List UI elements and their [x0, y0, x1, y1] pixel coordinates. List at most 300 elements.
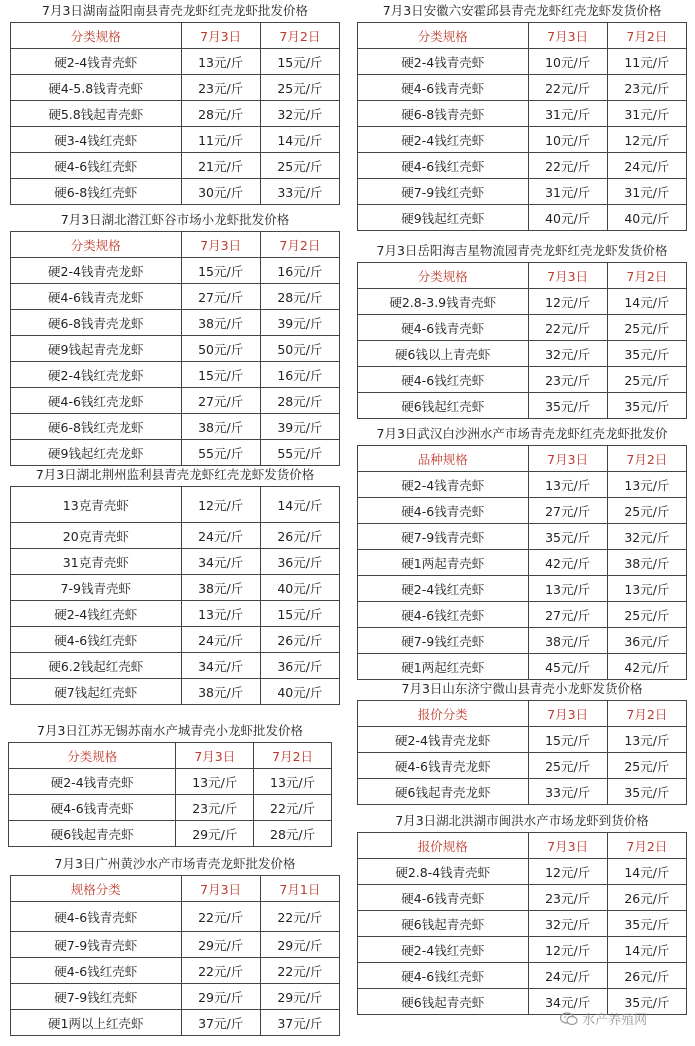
- cell-price: 10元/斤: [528, 127, 607, 153]
- price-table-yueyang-haijixing: [357, 242, 687, 419]
- table-header-row: [358, 701, 687, 727]
- cell-spec: 硬4-6钱红壳虾: [11, 627, 182, 653]
- table-header-row: [11, 876, 340, 902]
- cell-price: 40元/斤: [260, 679, 339, 705]
- table-title: 7月3日安徽六安霍邱县青壳龙虾红壳龙虾发货价格: [382, 3, 662, 18]
- table-row: [358, 524, 687, 550]
- price-table-hunan-nanxian: [10, 2, 340, 205]
- cell-price: 14元/斤: [607, 937, 686, 963]
- cell-price: 12元/斤: [528, 937, 607, 963]
- cell-price: 31元/斤: [528, 101, 607, 127]
- cell-spec: 硬4-6钱青壳虾: [11, 902, 182, 932]
- cell-price: 16元/斤: [260, 362, 339, 388]
- header-category: 规格分类: [11, 876, 182, 902]
- table-header-row: [358, 833, 687, 859]
- table-row: [11, 487, 340, 523]
- price-table: [8, 742, 332, 847]
- cell-price: 35元/斤: [607, 779, 686, 805]
- cell-spec: 硬4-5.8钱青壳虾: [11, 75, 182, 101]
- cell-spec: 硬2-4钱红壳虾: [358, 937, 529, 963]
- cell-price: 38元/斤: [607, 550, 686, 576]
- cell-price: 23元/斤: [181, 75, 260, 101]
- cell-spec: 硬2-4钱青壳虾: [11, 49, 182, 75]
- cell-spec: 硬9钱起红壳龙虾: [11, 440, 182, 466]
- table-row: [11, 127, 340, 153]
- cell-spec: 硬4-6钱青壳虾: [358, 75, 529, 101]
- cell-price: 25元/斤: [260, 75, 339, 101]
- cell-price: 50元/斤: [181, 336, 260, 362]
- cell-spec: 硬6-8钱青壳龙虾: [11, 310, 182, 336]
- cell-price: 13元/斤: [528, 472, 607, 498]
- cell-price: 25元/斤: [607, 367, 686, 393]
- cell-price: 11元/斤: [607, 49, 686, 75]
- table-header-row: [11, 232, 340, 258]
- price-table-anhui-huoqiu: [357, 2, 687, 231]
- table-row: [11, 388, 340, 414]
- cell-price: 11元/斤: [181, 127, 260, 153]
- table-title: 7月3日岳阳海吉星物流园青壳龙虾红壳龙虾发货价格: [376, 243, 668, 258]
- table-row: [11, 575, 340, 601]
- table-row: [358, 753, 687, 779]
- cell-price: 55元/斤: [260, 440, 339, 466]
- table-row: [11, 440, 340, 466]
- table-title: 7月3日山东济宁微山县青壳小龙虾发货价格: [401, 681, 643, 696]
- cell-price: 35元/斤: [528, 524, 607, 550]
- table-row: [11, 179, 340, 205]
- cell-price: 36元/斤: [607, 628, 686, 654]
- cell-price: 25元/斤: [607, 498, 686, 524]
- cell-spec: 硬2-4钱青壳虾: [9, 769, 176, 795]
- cell-price: 13元/斤: [607, 472, 686, 498]
- table-row: [358, 393, 687, 419]
- header-date: 7月2日: [260, 23, 339, 49]
- table-row: [358, 315, 687, 341]
- table-row: [358, 153, 687, 179]
- cell-price: 31元/斤: [607, 179, 686, 205]
- cell-price: 12元/斤: [528, 859, 607, 885]
- cell-spec: 13克青壳虾: [11, 487, 182, 523]
- header-date: 7月3日: [181, 23, 260, 49]
- cell-price: 29元/斤: [260, 932, 339, 958]
- cell-price: 31元/斤: [607, 101, 686, 127]
- cell-spec: 硬4-6钱青壳虾: [9, 795, 176, 821]
- header-date: 7月3日: [528, 833, 607, 859]
- price-table-hubei-honghu: [357, 812, 687, 1015]
- table-row: [358, 205, 687, 231]
- cell-price: 24元/斤: [181, 627, 260, 653]
- cell-spec: 7-9钱青壳虾: [11, 575, 182, 601]
- table-header-row: [358, 446, 687, 472]
- cell-price: 38元/斤: [528, 628, 607, 654]
- table-row: [11, 902, 340, 932]
- cell-price: 13元/斤: [607, 576, 686, 602]
- table-row: [358, 127, 687, 153]
- cell-price: 39元/斤: [260, 310, 339, 336]
- price-table: [357, 22, 687, 231]
- table-row: [11, 627, 340, 653]
- cell-price: 29元/斤: [176, 821, 254, 847]
- cell-spec: 硬6-8钱红壳龙虾: [11, 414, 182, 440]
- cell-spec: 硬7-9钱红壳虾: [358, 628, 529, 654]
- table-row: [11, 601, 340, 627]
- cell-price: 36元/斤: [260, 653, 339, 679]
- price-table: [357, 262, 687, 419]
- cell-price: 22元/斤: [254, 795, 332, 821]
- cell-price: 42元/斤: [607, 654, 686, 680]
- table-row: [11, 1010, 340, 1036]
- cell-spec: 硬4-6钱青壳虾: [358, 885, 529, 911]
- header-category: 品种规格: [358, 446, 529, 472]
- cell-price: 26元/斤: [260, 523, 339, 549]
- cell-price: 23元/斤: [607, 75, 686, 101]
- table-row: [358, 885, 687, 911]
- table-row: [358, 179, 687, 205]
- cell-spec: 硬6钱起青壳虾: [9, 821, 176, 847]
- cell-price: 34元/斤: [181, 653, 260, 679]
- cell-spec: 硬4-6钱红壳虾: [358, 602, 529, 628]
- cell-price: 33元/斤: [528, 779, 607, 805]
- cell-price: 36元/斤: [260, 549, 339, 575]
- table-header-row: [9, 743, 332, 769]
- cell-spec: 硬2-4钱红壳龙虾: [11, 362, 182, 388]
- cell-spec: 硬2-4钱青壳虾: [358, 472, 529, 498]
- cell-spec: 硬4-6钱红壳虾: [358, 963, 529, 989]
- cell-price: 28元/斤: [254, 821, 332, 847]
- cell-spec: 硬9钱起青壳龙虾: [11, 336, 182, 362]
- price-table: [10, 486, 340, 705]
- price-table-hubei-jianli: [10, 466, 340, 705]
- table-title: 7月3日湖南益阳南县青壳龙虾红壳龙虾批发价格: [42, 3, 308, 18]
- cell-price: 26元/斤: [607, 885, 686, 911]
- header-category: 分类规格: [11, 232, 182, 258]
- cell-price: 35元/斤: [607, 911, 686, 937]
- cell-price: 25元/斤: [260, 153, 339, 179]
- table-row: [358, 911, 687, 937]
- cell-price: 28元/斤: [181, 101, 260, 127]
- cell-spec: 硬6钱起青壳龙虾: [358, 779, 529, 805]
- header-category: 分类规格: [358, 23, 529, 49]
- cell-price: 35元/斤: [528, 393, 607, 419]
- cell-price: 33元/斤: [260, 179, 339, 205]
- cell-price: 14元/斤: [260, 127, 339, 153]
- table-row: [11, 414, 340, 440]
- price-table: [10, 22, 340, 205]
- cell-spec: 硬6钱起红壳虾: [358, 393, 529, 419]
- table-row: [358, 472, 687, 498]
- cell-spec: 硬1两起青壳虾: [358, 550, 529, 576]
- cell-price: 35元/斤: [607, 989, 686, 1015]
- cell-price: 22元/斤: [260, 902, 339, 932]
- cell-spec: 硬2.8-4钱青壳虾: [358, 859, 529, 885]
- cell-price: 26元/斤: [260, 627, 339, 653]
- cell-price: 13元/斤: [607, 727, 686, 753]
- cell-spec: 硬6钱起青壳虾: [358, 911, 529, 937]
- cell-price: 15元/斤: [181, 362, 260, 388]
- price-table-hubei-qianjiang: [10, 211, 340, 466]
- cell-spec: 硬9钱起红壳虾: [358, 205, 529, 231]
- header-category: 分类规格: [9, 743, 176, 769]
- table-title: 7月3日湖北荆州监利县青壳龙虾红壳龙虾发货价格: [35, 467, 315, 482]
- table-row: [11, 101, 340, 127]
- cell-price: 28元/斤: [260, 284, 339, 310]
- cell-price: 32元/斤: [528, 911, 607, 937]
- cell-price: 13元/斤: [181, 49, 260, 75]
- cell-spec: 20克青壳虾: [11, 523, 182, 549]
- cell-price: 40元/斤: [607, 205, 686, 231]
- table-row: [11, 932, 340, 958]
- cell-price: 40元/斤: [260, 575, 339, 601]
- cell-price: 13元/斤: [176, 769, 254, 795]
- table-row: [358, 101, 687, 127]
- cell-spec: 硬2-4钱红壳虾: [11, 601, 182, 627]
- cell-spec: 硬4-6钱青壳龙虾: [358, 753, 529, 779]
- table-row: [358, 859, 687, 885]
- cell-price: 27元/斤: [181, 388, 260, 414]
- table-title: 7月3日湖北洪湖市闽洪水产市场龙虾到货价格: [395, 813, 649, 828]
- header-category: 报价分类: [358, 701, 529, 727]
- cell-price: 25元/斤: [607, 315, 686, 341]
- table-row: [9, 821, 332, 847]
- header-date: 7月3日: [528, 446, 607, 472]
- header-date: 7月2日: [607, 263, 686, 289]
- cell-spec: 硬4-6钱青壳虾: [358, 315, 529, 341]
- table-row: [358, 963, 687, 989]
- cell-spec: 31克青壳虾: [11, 549, 182, 575]
- table-row: [358, 628, 687, 654]
- table-row: [358, 937, 687, 963]
- table-row: [9, 769, 332, 795]
- cell-price: 24元/斤: [607, 153, 686, 179]
- cell-price: 32元/斤: [528, 341, 607, 367]
- cell-spec: 硬4-6钱青壳龙虾: [11, 284, 182, 310]
- table-row: [358, 341, 687, 367]
- table-title: 7月3日广州黄沙水产市场青壳龙虾批发价格: [54, 856, 296, 871]
- cell-spec: 硬7-9钱红壳虾: [11, 984, 182, 1010]
- cell-price: 12元/斤: [528, 289, 607, 315]
- cell-price: 12元/斤: [607, 127, 686, 153]
- cell-spec: 硬5.8钱起青壳虾: [11, 101, 182, 127]
- price-table-shandong-weishan: [357, 680, 687, 805]
- cell-price: 14元/斤: [260, 487, 339, 523]
- wechat-icon: [560, 1012, 578, 1026]
- table-row: [358, 727, 687, 753]
- cell-price: 15元/斤: [260, 49, 339, 75]
- cell-spec: 硬7-9钱青壳虾: [11, 932, 182, 958]
- header-date: 7月3日: [181, 232, 260, 258]
- cell-price: 16元/斤: [260, 258, 339, 284]
- cell-spec: 硬2-4钱青壳龙虾: [358, 727, 529, 753]
- cell-price: 35元/斤: [607, 341, 686, 367]
- cell-spec: 硬7-9钱青壳虾: [358, 524, 529, 550]
- cell-price: 12元/斤: [181, 487, 260, 523]
- cell-price: 22元/斤: [260, 958, 339, 984]
- cell-price: 39元/斤: [260, 414, 339, 440]
- table-row: [11, 75, 340, 101]
- cell-price: 22元/斤: [181, 902, 260, 932]
- cell-price: 25元/斤: [528, 753, 607, 779]
- header-date: 7月2日: [607, 23, 686, 49]
- cell-price: 37元/斤: [181, 1010, 260, 1036]
- cell-spec: 硬4-6钱红壳虾: [11, 153, 182, 179]
- cell-price: 29元/斤: [260, 984, 339, 1010]
- cell-price: 15元/斤: [181, 258, 260, 284]
- cell-price: 25元/斤: [607, 602, 686, 628]
- table-row: [11, 49, 340, 75]
- cell-spec: 硬2-4钱青壳龙虾: [11, 258, 182, 284]
- watermark: [560, 1009, 647, 1028]
- cell-spec: 硬1两起红壳虾: [358, 654, 529, 680]
- cell-price: 25元/斤: [607, 753, 686, 779]
- table-title: 7月3日江苏无锡苏南水产城青壳小龙虾批发价格: [37, 723, 303, 738]
- table-row: [11, 653, 340, 679]
- cell-price: 22元/斤: [528, 315, 607, 341]
- cell-price: 22元/斤: [528, 75, 607, 101]
- cell-price: 29元/斤: [181, 984, 260, 1010]
- table-row: [9, 795, 332, 821]
- header-date: 7月3日: [528, 263, 607, 289]
- cell-spec: 硬4-6钱青壳虾: [358, 498, 529, 524]
- cell-price: 34元/斤: [528, 989, 607, 1015]
- table-title: 7月3日武汉白沙洲水产市场青壳龙虾红壳龙虾批发价: [376, 426, 668, 441]
- header-date: 7月3日: [528, 701, 607, 727]
- cell-spec: 硬6-8钱红壳虾: [11, 179, 182, 205]
- cell-price: 14元/斤: [607, 289, 686, 315]
- cell-price: 34元/斤: [181, 549, 260, 575]
- table-row: [11, 310, 340, 336]
- cell-spec: 硬7钱起红壳虾: [11, 679, 182, 705]
- cell-price: 27元/斤: [181, 284, 260, 310]
- cell-spec: 硬6-8钱青壳虾: [358, 101, 529, 127]
- header-category: 分类规格: [11, 23, 182, 49]
- table-row: [358, 602, 687, 628]
- cell-price: 32元/斤: [260, 101, 339, 127]
- cell-price: 26元/斤: [607, 963, 686, 989]
- header-date: 7月2日: [260, 232, 339, 258]
- price-table-wuhan-baishazhou: [357, 425, 687, 680]
- cell-spec: 硬4-6钱红壳虾: [358, 367, 529, 393]
- price-table: [10, 231, 340, 466]
- cell-price: 31元/斤: [528, 179, 607, 205]
- table-row: [358, 367, 687, 393]
- header-date: 7月3日: [181, 876, 260, 902]
- header-date: 7月2日: [607, 701, 686, 727]
- cell-price: 21元/斤: [181, 153, 260, 179]
- price-table: [357, 445, 687, 680]
- table-row: [358, 576, 687, 602]
- cell-spec: 硬1两以上红壳虾: [11, 1010, 182, 1036]
- cell-price: 40元/斤: [528, 205, 607, 231]
- header-date: 7月2日: [607, 833, 686, 859]
- cell-price: 55元/斤: [181, 440, 260, 466]
- table-title: 7月3日湖北潜江虾谷市场小龙虾批发价格: [60, 212, 290, 227]
- cell-price: 35元/斤: [607, 393, 686, 419]
- table-row: [358, 75, 687, 101]
- cell-price: 42元/斤: [528, 550, 607, 576]
- cell-price: 50元/斤: [260, 336, 339, 362]
- header-date: 7月3日: [176, 743, 254, 769]
- header-date: 7月3日: [528, 23, 607, 49]
- cell-price: 23元/斤: [176, 795, 254, 821]
- cell-spec: 硬2-4钱红壳虾: [358, 127, 529, 153]
- cell-spec: 硬6钱起青壳虾: [358, 989, 529, 1015]
- cell-price: 37元/斤: [260, 1010, 339, 1036]
- cell-price: 29元/斤: [181, 932, 260, 958]
- cell-price: 10元/斤: [528, 49, 607, 75]
- cell-price: 38元/斤: [181, 414, 260, 440]
- cell-price: 27元/斤: [528, 602, 607, 628]
- header-category: 报价规格: [358, 833, 529, 859]
- table-row: [11, 336, 340, 362]
- table-header-row: [358, 23, 687, 49]
- cell-price: 22元/斤: [181, 958, 260, 984]
- cell-price: 32元/斤: [607, 524, 686, 550]
- cell-spec: 硬4-6钱红壳虾: [358, 153, 529, 179]
- cell-price: 13元/斤: [181, 601, 260, 627]
- table-header-row: [11, 23, 340, 49]
- cell-spec: 硬3-4钱红壳虾: [11, 127, 182, 153]
- price-table: [10, 875, 340, 1036]
- table-row: [11, 362, 340, 388]
- table-row: [11, 153, 340, 179]
- price-table-guangzhou-huangsha: [10, 855, 340, 1036]
- cell-price: 13元/斤: [254, 769, 332, 795]
- cell-price: 15元/斤: [528, 727, 607, 753]
- cell-price: 24元/斤: [181, 523, 260, 549]
- cell-price: 23元/斤: [528, 367, 607, 393]
- table-header-row: [358, 263, 687, 289]
- cell-price: 30元/斤: [181, 179, 260, 205]
- header-date: 7月2日: [607, 446, 686, 472]
- header-date: 7月1日: [260, 876, 339, 902]
- table-row: [358, 49, 687, 75]
- cell-price: 23元/斤: [528, 885, 607, 911]
- header-category: 分类规格: [358, 263, 529, 289]
- table-row: [11, 549, 340, 575]
- price-table: [357, 832, 687, 1015]
- table-row: [11, 679, 340, 705]
- cell-spec: 硬2-4钱青壳虾: [358, 49, 529, 75]
- cell-price: 28元/斤: [260, 388, 339, 414]
- cell-price: 38元/斤: [181, 575, 260, 601]
- table-row: [11, 958, 340, 984]
- table-row: [358, 289, 687, 315]
- table-row: [11, 258, 340, 284]
- table-row: [11, 284, 340, 310]
- table-row: [358, 779, 687, 805]
- table-row: [11, 523, 340, 549]
- table-row: [358, 498, 687, 524]
- cell-price: 14元/斤: [607, 859, 686, 885]
- table-row: [358, 550, 687, 576]
- table-row: [358, 654, 687, 680]
- table-row: [11, 984, 340, 1010]
- cell-price: 22元/斤: [528, 153, 607, 179]
- cell-spec: 硬4-6钱红壳龙虾: [11, 388, 182, 414]
- header-date: 7月2日: [254, 743, 332, 769]
- cell-price: 13元/斤: [528, 576, 607, 602]
- cell-spec: 硬2.8-3.9钱青壳虾: [358, 289, 529, 315]
- cell-price: 38元/斤: [181, 679, 260, 705]
- cell-spec: 硬6.2钱起红壳虾: [11, 653, 182, 679]
- price-table-jiangsu-wuxi: [8, 722, 332, 847]
- cell-price: 38元/斤: [181, 310, 260, 336]
- price-table: [357, 700, 687, 805]
- cell-spec: 硬2-4钱红壳虾: [358, 576, 529, 602]
- watermark-text: 水产养殖网: [582, 1013, 648, 1028]
- cell-price: 24元/斤: [528, 963, 607, 989]
- cell-price: 27元/斤: [528, 498, 607, 524]
- cell-spec: 硬7-9钱红壳虾: [358, 179, 529, 205]
